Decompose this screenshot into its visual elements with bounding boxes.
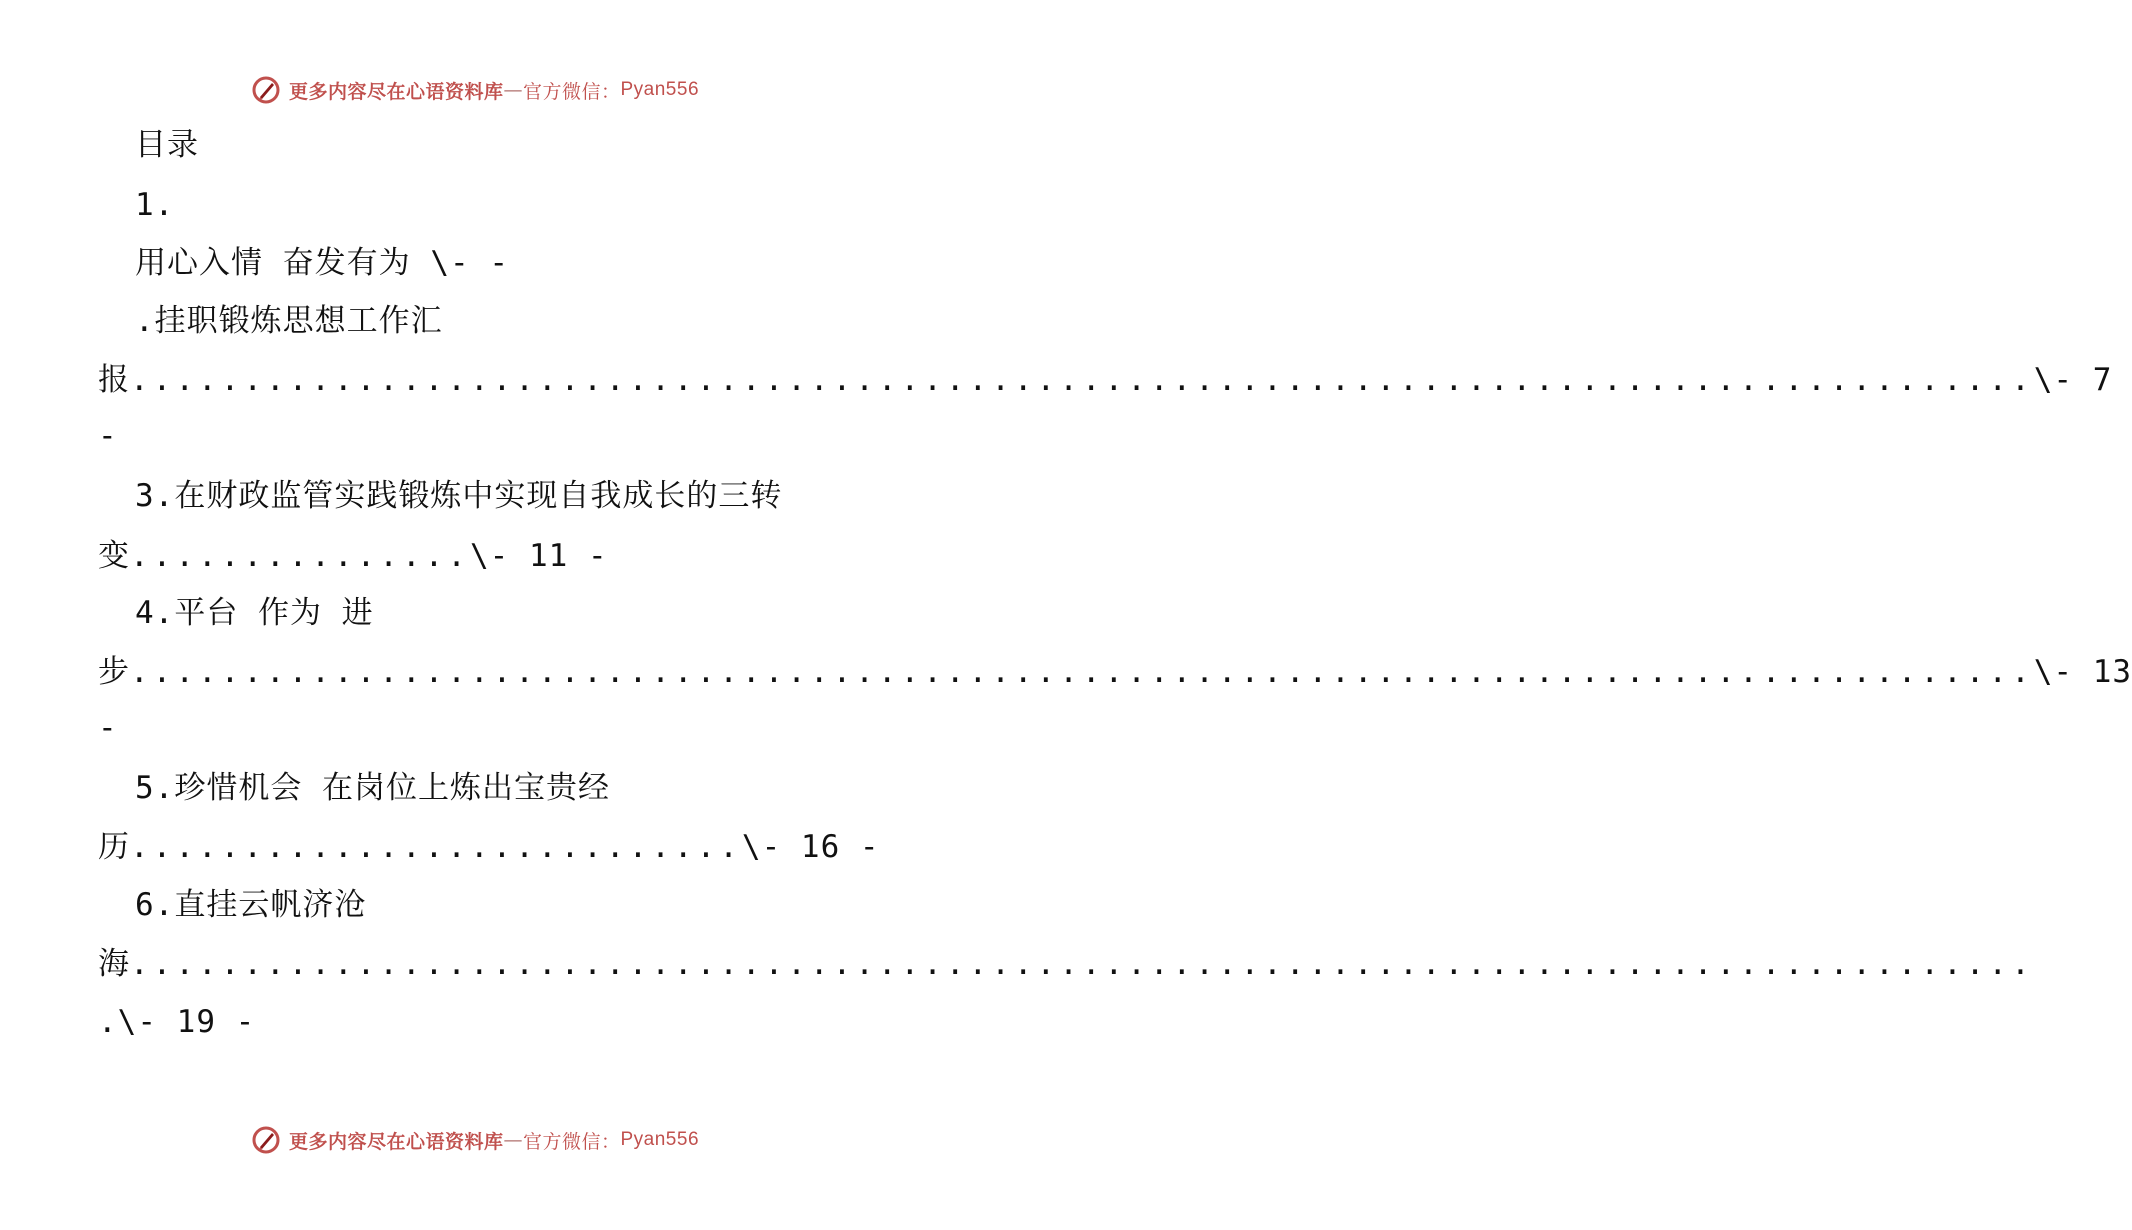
toc-item5-page: \- 16 - [741,829,880,865]
toc-item6-title[interactable]: 6.直挂云帆济沧 [135,887,367,923]
footer-brand: 更多内容尽在心语资料库 [288,1130,504,1153]
banner-brand: 更多内容尽在心语资料库 [288,80,504,103]
toc-item2-title: .挂职锻炼思想工作汇 [135,303,443,339]
footer-handle: Pyan556 [620,1129,700,1150]
toc-item6-tail: 海 [98,946,130,982]
toc-item1-title: 用心入情 奋发有为 \- - [135,245,509,281]
banner-dash: — [503,79,523,101]
toc-item6-entry[interactable] [98,944,2034,984]
toc-item2-tail: 报 [98,362,130,398]
toc-title: 目录 [135,127,199,163]
toc-item3-page: \- 11 - [469,538,608,574]
footer-dash: — [503,1129,523,1151]
toc-item3-leader: ............... [130,538,470,574]
toc-item6-leader: .................................................................................... [130,946,2034,982]
toc-item3-tail: 变 [98,538,130,574]
banner-handle: Pyan556 [620,79,700,100]
toc-item2-page: \- 7 [2033,362,2113,398]
toc-item4-entry[interactable] [98,652,2132,692]
footer-wechat-label: 官方微信： [522,1130,621,1153]
toc-item5-entry[interactable] [98,827,880,867]
toc-item4-leader: .................................................................................... [130,654,2034,690]
header-banner [0,70,950,110]
toc-item5-tail: 历 [98,829,130,865]
toc-item2-entry[interactable] [98,360,2113,400]
toc-item3-title[interactable]: 3.在财政监管实践锻炼中实现自我成长的三转 [135,478,783,514]
toc-item4-cont: - [98,710,118,746]
toc-item4-page: \- 13 [2033,654,2132,690]
toc-item2-leader: .................................................................................... [130,362,2034,398]
toc-item5-leader: ........................... [130,829,742,865]
toc-item4-tail: 步 [98,654,130,690]
toc-item1-number: 1. [135,187,175,223]
toc-item3-entry[interactable] [98,536,608,576]
pen-logo-icon [251,1125,281,1155]
toc-item2-cont: - [98,418,118,454]
toc-item5-title[interactable]: 5.珍惜机会 在岗位上炼出宝贵经 [135,770,610,806]
toc-item4-title[interactable]: 4.平台 作为 进 [135,595,374,631]
banner-wechat-label: 官方微信： [522,80,621,103]
toc-item6-cont: .\- 19 - [98,1004,256,1040]
footer-banner [0,1120,950,1160]
pen-logo-icon [251,75,281,105]
